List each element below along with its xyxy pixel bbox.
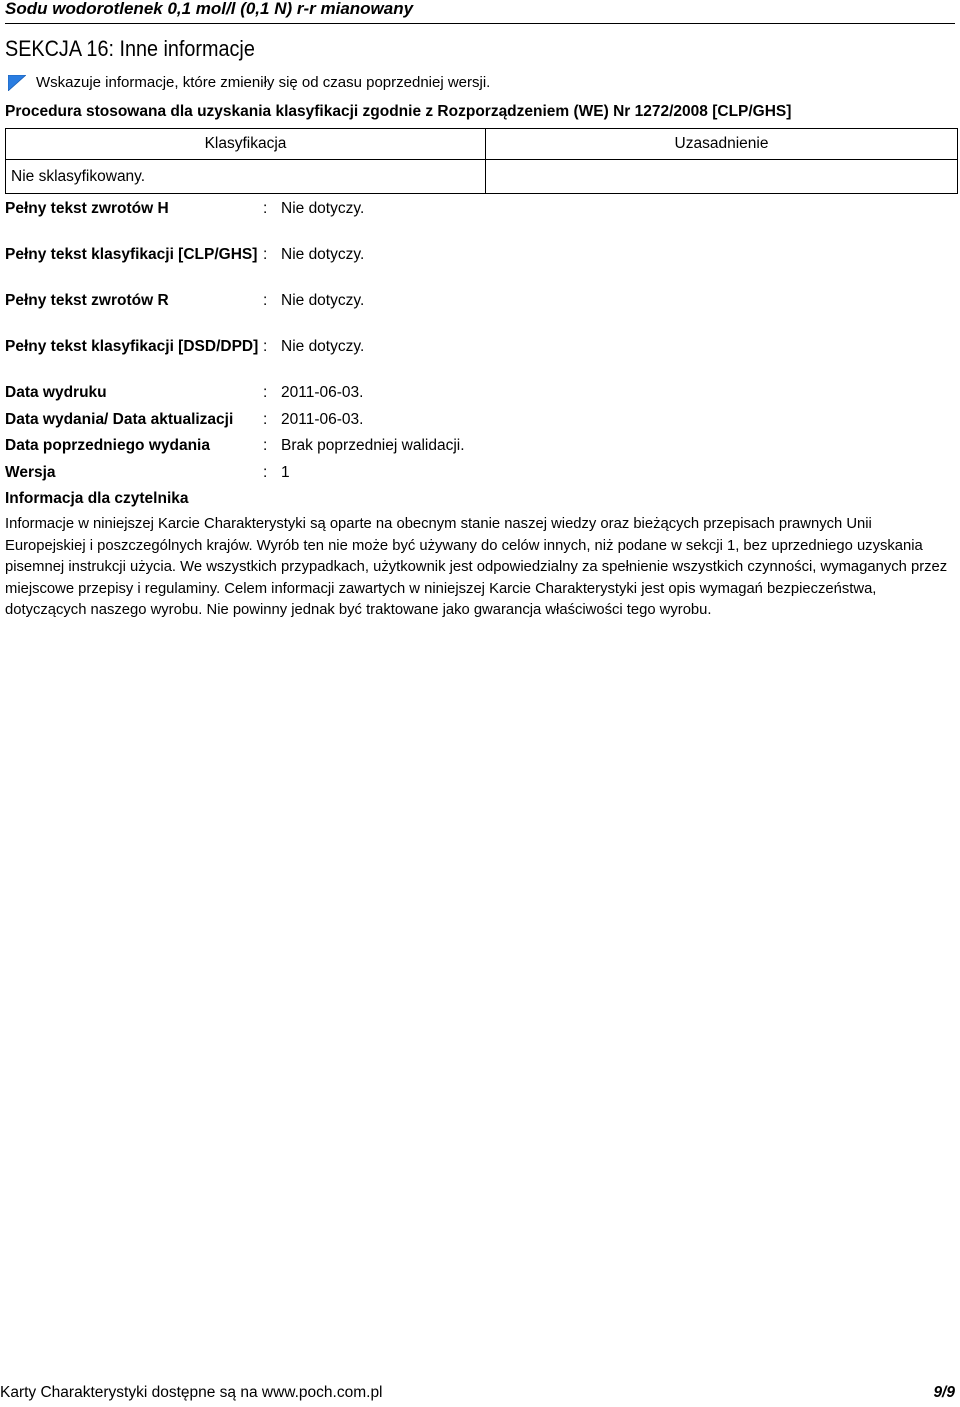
table-row [6,160,958,194]
table-cell-classification: Nie sklasyfikowany. [6,160,486,194]
field-value: 2011-06-03. [281,384,364,401]
column-header-klasyfikacja: Klasyfikacja [6,129,486,160]
field-colon: : [263,292,268,309]
footer-website-note: Karty Charakterystyki dostępne są na www.poch.com.pl [0,1384,383,1401]
field-colon: : [263,200,268,217]
section-title: SEKCJA 16: Inne informacje [5,36,255,61]
change-marker-icon [8,75,26,91]
document-title: Sodu wodorotlenek 0,1 mol/l (0,1 N) r-r mianowany [5,0,414,18]
column-header-uzasadnienie: Uzasadnienie [486,129,958,160]
field-value: Brak poprzedniej walidacji. [281,437,465,454]
table-cell-justification [486,160,958,194]
reader-info-heading: Informacja dla czytelnika [5,490,189,507]
field-label: Data poprzedniego wydania [5,437,210,454]
field-value: 2011-06-03. [281,411,364,428]
field-label: Pełny tekst zwrotów H [5,200,169,217]
field-value: Nie dotyczy. [281,200,365,217]
field-label: Data wydania/ Data aktualizacji [5,411,234,428]
field-label: Pełny tekst zwrotów R [5,292,169,309]
field-colon: : [263,437,268,454]
title-divider [5,23,955,24]
table-header-row [6,129,958,160]
page-number: 9/9 [933,1384,955,1401]
field-label: Pełny tekst klasyfikacji [DSD/DPD] [5,338,259,355]
procedure-heading: Procedura stosowana dla uzyskania klasyfikacji zgodnie z Rozporządzeniem (WE) Nr 1272/2008 [CLP/GHS] [5,103,792,120]
field-label: Wersja [5,464,56,481]
field-value: Nie dotyczy. [281,338,365,355]
field-colon: : [263,464,268,481]
field-value: Nie dotyczy. [281,246,365,263]
field-colon: : [263,246,268,263]
field-colon: : [263,411,268,428]
field-label: Pełny tekst klasyfikacji [CLP/GHS] [5,246,258,263]
field-label: Data wydruku [5,384,107,401]
change-legend-text: Wskazuje informacje, które zmieniły się od czasu poprzedniej wersji. [36,74,491,91]
field-value: 1 [281,464,290,481]
field-colon: : [263,338,268,355]
field-value: Nie dotyczy. [281,292,365,309]
classification-table [5,128,958,194]
field-colon: : [263,384,268,401]
reader-info-paragraph: Informacje w niniejszej Karcie Charakterystyki są oparte na obecnym stanie naszej wiedzy oraz bieżących przepisach prawnych Unii Europejskiej i poszczególnych krajów. Wyrób ten nie może być używany do celów innych, niż podane w sekcji 1, bez uprzedniego uzyskania pisemnej instrukcji użycia. We wszystkich przypadkach, użytkownik jest odpowiedzialny za spełnienie wszystkich czynności, wymaganych przez miejscowe przepisy i regulaminy. Celem informacji zawartych w niniejszej Karcie Charakterystyki jest opis wymagań bezpieczeństwa, dotyczących naszego wyrobu. Nie powinny jednak być traktowane jako gwarancja właściwości tego wyrobu. [5,516,948,619]
